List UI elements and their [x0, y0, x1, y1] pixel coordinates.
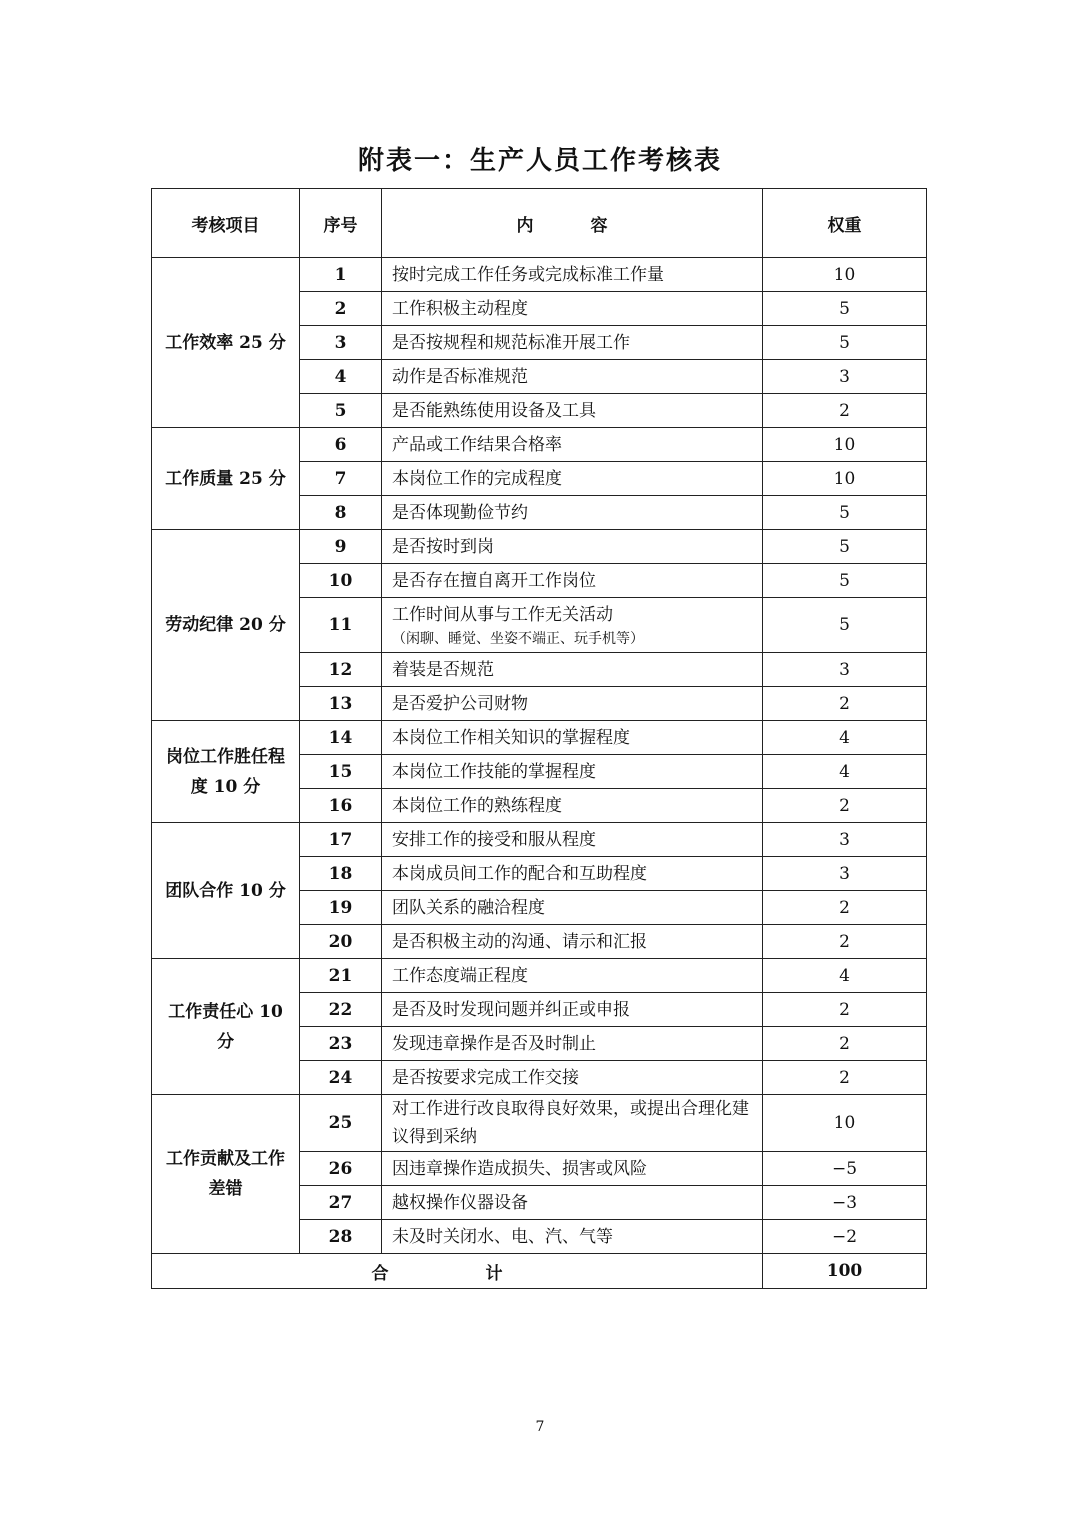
header-weight: 权重	[763, 189, 927, 258]
weight-cell: 3	[763, 823, 927, 857]
weight-cell: 2	[763, 993, 927, 1027]
row-number-cell: 16	[300, 789, 382, 823]
header-content: 内 容	[382, 189, 763, 258]
content-text: 工作积极主动程度	[392, 298, 528, 319]
row-number-cell: 14	[300, 721, 382, 755]
header-category: 考核项目	[152, 189, 300, 258]
content-cell	[382, 258, 763, 292]
weight-cell: 5	[763, 530, 927, 564]
content-cell	[382, 292, 763, 326]
weight-cell: 10	[763, 428, 927, 462]
content-text: 是否按时到岗	[392, 536, 494, 557]
content-text: 工作时间从事与工作无关活动	[392, 605, 613, 625]
content-text: 安排工作的接受和服从程度	[392, 829, 596, 850]
content-text: 本岗成员间工作的配合和互助程度	[392, 863, 647, 884]
weight-cell: 2	[763, 891, 927, 925]
weight-cell: 2	[763, 789, 927, 823]
content-cell	[382, 653, 763, 687]
content-cell	[382, 925, 763, 959]
content-text: 是否爱护公司财物	[392, 693, 528, 714]
content-cell	[382, 564, 763, 598]
assessment-table	[151, 188, 927, 1289]
content-cell	[382, 394, 763, 428]
weight-cell: 2	[763, 687, 927, 721]
total-label: 合 计	[152, 1254, 763, 1289]
content-cell	[382, 1220, 763, 1254]
page-title: 附表一：生产人员工作考核表	[357, 146, 722, 176]
weight-cell: 4	[763, 721, 927, 755]
page-number: 7	[535, 1419, 545, 1435]
table-row	[152, 721, 927, 755]
row-number-cell: 20	[300, 925, 382, 959]
table-row	[152, 428, 927, 462]
content-text: 因违章操作造成损失、损害或风险	[392, 1158, 647, 1179]
content-cell	[382, 687, 763, 721]
content-text: 是否按要求完成工作交接	[392, 1067, 579, 1088]
content-cell	[382, 823, 763, 857]
weight-cell: 4	[763, 959, 927, 993]
content-text: 工作态度端正程度	[392, 965, 528, 986]
row-number-cell: 25	[300, 1095, 382, 1152]
content-cell	[382, 1152, 763, 1186]
content-cell	[382, 1061, 763, 1095]
content-cell	[382, 959, 763, 993]
row-number-cell: 2	[300, 292, 382, 326]
weight-cell: 2	[763, 1061, 927, 1095]
total-row	[152, 1254, 927, 1289]
row-number-cell: 15	[300, 755, 382, 789]
table-header-row	[152, 189, 927, 258]
content-text: 产品或工作结果合格率	[392, 434, 562, 455]
table-row	[152, 1095, 927, 1152]
content-cell	[382, 530, 763, 564]
content-cell	[382, 462, 763, 496]
content-cell	[382, 1186, 763, 1220]
row-number-cell: 7	[300, 462, 382, 496]
content-cell	[382, 326, 763, 360]
content-cell	[382, 755, 763, 789]
content-text: 是否及时发现问题并纠正或申报	[392, 999, 630, 1020]
weight-cell: 3	[763, 653, 927, 687]
content-cell	[382, 598, 763, 653]
content-cell	[382, 428, 763, 462]
weight-cell: 3	[763, 857, 927, 891]
weight-cell: 5	[763, 564, 927, 598]
table-body	[152, 258, 927, 1254]
row-number-cell: 10	[300, 564, 382, 598]
content-text: 发现违章操作是否及时制止	[392, 1033, 596, 1054]
table-row	[152, 823, 927, 857]
category-cell: 工作贡献及工作差错	[152, 1095, 300, 1254]
weight-cell: 2	[763, 394, 927, 428]
content-text: 团队关系的融洽程度	[392, 897, 545, 918]
content-cell	[382, 857, 763, 891]
row-number-cell: 3	[300, 326, 382, 360]
row-number-cell: 19	[300, 891, 382, 925]
content-cell	[382, 789, 763, 823]
content-text: 本岗位工作的完成程度	[392, 468, 562, 489]
row-number-cell: 4	[300, 360, 382, 394]
weight-cell: 5	[763, 496, 927, 530]
content-text: 本岗位工作的熟练程度	[392, 795, 562, 816]
table-row	[152, 959, 927, 993]
row-number-cell: 9	[300, 530, 382, 564]
content-text: 未及时关闭水、电、汽、气等	[392, 1226, 613, 1247]
category-cell: 劳动纪律 20 分	[152, 530, 300, 721]
content-text: 越权操作仪器设备	[392, 1192, 528, 1213]
weight-cell: 10	[763, 258, 927, 292]
weight-cell: −3	[763, 1186, 927, 1220]
row-number-cell: 17	[300, 823, 382, 857]
content-cell	[382, 1095, 763, 1152]
total-value: 100	[763, 1254, 927, 1289]
weight-cell: 3	[763, 360, 927, 394]
content-cell	[382, 496, 763, 530]
content-cell	[382, 891, 763, 925]
row-number-cell: 1	[300, 258, 382, 292]
content-text: 按时完成工作任务或完成标准工作量	[392, 264, 664, 285]
category-cell: 工作责任心 10 分	[152, 959, 300, 1095]
weight-cell: 10	[763, 1095, 927, 1152]
row-number-cell: 5	[300, 394, 382, 428]
table-row	[152, 258, 927, 292]
row-number-cell: 23	[300, 1027, 382, 1061]
row-number-cell: 22	[300, 993, 382, 1027]
content-text: 是否存在擅自离开工作岗位	[392, 570, 596, 591]
weight-cell: 5	[763, 598, 927, 653]
category-cell: 团队合作 10 分	[152, 823, 300, 959]
content-cell	[382, 993, 763, 1027]
weight-cell: 4	[763, 755, 927, 789]
table-row	[152, 530, 927, 564]
row-number-cell: 21	[300, 959, 382, 993]
row-number-cell: 27	[300, 1186, 382, 1220]
row-number-cell: 12	[300, 653, 382, 687]
row-number-cell: 28	[300, 1220, 382, 1254]
content-text: 是否按规程和规范标准开展工作	[392, 332, 630, 353]
weight-cell: 5	[763, 326, 927, 360]
content-text: 动作是否标准规范	[392, 366, 528, 387]
content-text: 是否体现勤俭节约	[392, 502, 528, 523]
content-text: 是否积极主动的沟通、请示和汇报	[392, 931, 647, 952]
header-no: 序号	[300, 189, 382, 258]
content-text: 本岗位工作相关知识的掌握程度	[392, 727, 630, 748]
row-number-cell: 6	[300, 428, 382, 462]
category-cell: 工作质量 25 分	[152, 428, 300, 530]
weight-cell: 2	[763, 925, 927, 959]
row-number-cell: 11	[300, 598, 382, 653]
weight-cell: 5	[763, 292, 927, 326]
row-number-cell: 26	[300, 1152, 382, 1186]
row-number-cell: 24	[300, 1061, 382, 1095]
row-number-cell: 13	[300, 687, 382, 721]
weight-cell: −5	[763, 1152, 927, 1186]
content-note: （闲聊、睡觉、坐姿不端正、玩手机等）	[392, 631, 644, 647]
content-text: 对工作进行改良取得良好效果，或提出合理化建议得到采纳	[392, 1099, 749, 1147]
weight-cell: −2	[763, 1220, 927, 1254]
content-cell	[382, 1027, 763, 1061]
row-number-cell: 8	[300, 496, 382, 530]
weight-cell: 10	[763, 462, 927, 496]
content-cell	[382, 360, 763, 394]
content-text: 着装是否规范	[392, 659, 494, 680]
weight-cell: 2	[763, 1027, 927, 1061]
content-cell	[382, 721, 763, 755]
category-cell: 岗位工作胜任程度 10 分	[152, 721, 300, 823]
content-text: 本岗位工作技能的掌握程度	[392, 761, 596, 782]
category-cell: 工作效率 25 分	[152, 258, 300, 428]
row-number-cell: 18	[300, 857, 382, 891]
content-text: 是否能熟练使用设备及工具	[392, 400, 596, 421]
